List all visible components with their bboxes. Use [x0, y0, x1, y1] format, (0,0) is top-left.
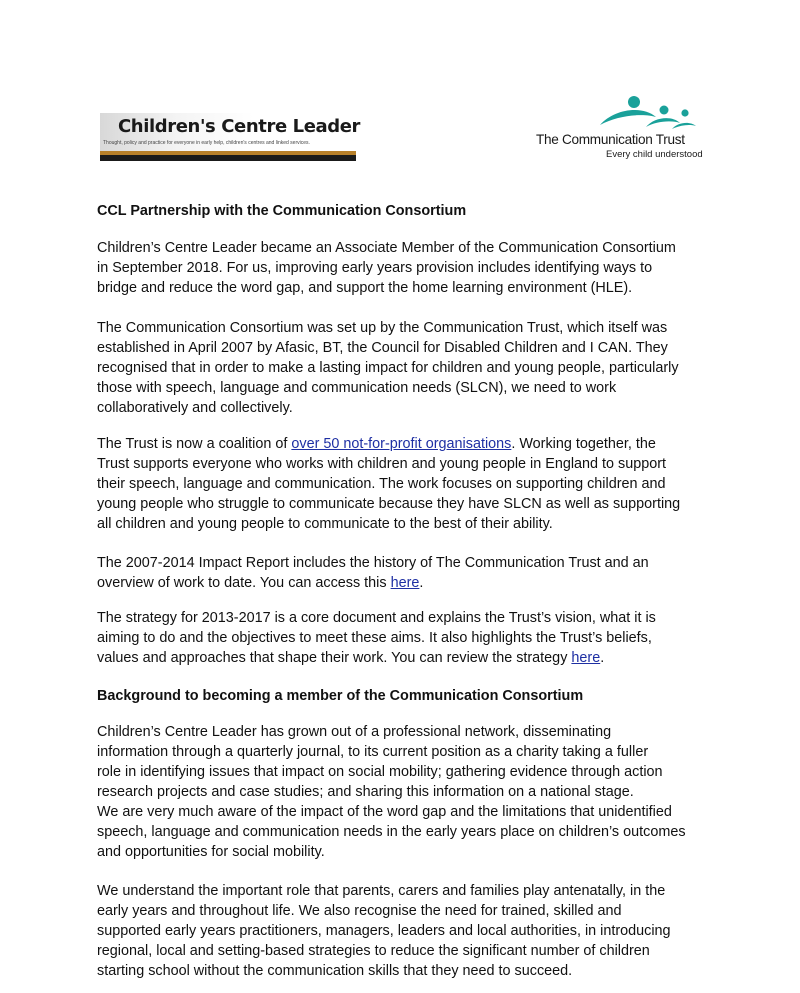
text-segment: values and approaches that shape their work. You can review the strategy — [97, 650, 572, 666]
text-line: and opportunities for social mobility. — [97, 844, 325, 860]
text-line: recognised that in order to make a lasting impact for children and young people, particularly — [97, 360, 679, 376]
ccl-logo-black-stripe — [100, 155, 356, 161]
text-line: The strategy for 2013-2017 is a core document and explains the Trust’s vision, what it is — [97, 610, 656, 626]
text-line: Trust supports everyone who works with children and young people in England to support — [97, 456, 667, 472]
paragraph-strategy — [97, 608, 656, 668]
text-line: role in identifying issues that impact on social mobility; gathering evidence through action — [97, 764, 663, 780]
paragraph-impact-report — [97, 553, 649, 593]
text-line: regional, local and setting-based strategies to reduce the significant number of children — [97, 943, 650, 959]
text-line: Children’s Centre Leader has grown out of a professional network, disseminating — [97, 724, 612, 740]
text-line: established in April 2007 by Afasic, BT, the Council for Disabled Children and I CAN. They — [97, 340, 668, 356]
text-line: information through a quarterly journal, to its current position as a charity taking a fuller — [97, 744, 649, 760]
text-line: bridge and reduce the word gap, and support the home learning environment (HLE). — [97, 280, 633, 296]
paragraph-parents-role — [97, 881, 671, 981]
ccl-logo-title: Children's Centre Leader — [118, 116, 361, 137]
text-line: early years and throughout life. We also recognise the need for trained, skilled and — [97, 903, 622, 919]
paragraph-associate-member — [97, 238, 676, 298]
text-line: research projects and case studies; and sharing this information on a national stage. — [97, 784, 634, 800]
text-line: starting school without the communication skills that they need to succeed. — [97, 963, 573, 979]
text-line: young people who struggle to communicate because they have SLCN as well as supporting — [97, 496, 681, 512]
communication-trust-name: The Communication Trust — [536, 132, 685, 147]
text-line: Children’s Centre Leader became an Associate Member of the Communication Consortium — [97, 240, 676, 256]
text-line: supported early years practitioners, managers, leaders and local authorities, in introducing — [97, 923, 671, 939]
paragraph-trust-coalition — [97, 434, 680, 534]
text-line: those with speech, language and communication needs (SLCN), we need to work — [97, 380, 617, 396]
text-line — [97, 573, 649, 593]
text-segment: The Trust is now a coalition of — [97, 436, 292, 452]
organisations-link[interactable]: over 50 not-for-profit organisations — [291, 436, 512, 452]
section-heading-background: Background to becoming a member of the Communication Consortium — [97, 688, 584, 704]
text-line: in September 2018. For us, improving early years provision includes identifying ways to — [97, 260, 653, 276]
text-line: speech, language and communication needs in the early years place on children’s outcomes — [97, 824, 686, 840]
text-segment: overview of work to date. You can access this — [97, 575, 391, 591]
section-heading-partnership: CCL Partnership with the Communication Consortium — [97, 203, 467, 219]
text-segment: . Working together, the — [511, 436, 656, 452]
text-line: aiming to do and the objectives to meet these aims. It also highlights the Trust’s beliefs, — [97, 630, 652, 646]
text-line: their speech, language and communication. The work focuses on supporting children and — [97, 476, 666, 492]
text-segment: . — [419, 575, 424, 591]
text-line — [97, 434, 680, 454]
paragraph-consortium-history — [97, 318, 679, 418]
ccl-logo — [100, 113, 361, 161]
text-line: The Communication Consortium was set up by the Communication Trust, which itself was — [97, 320, 668, 336]
text-line: We are very much aware of the impact of the word gap and the limitations that unidentified — [97, 804, 672, 820]
communication-trust-tagline: Every child understood — [606, 149, 703, 160]
text-line: We understand the important role that parents, carers and families play antenatally, in the — [97, 883, 666, 899]
communication-trust-logo — [536, 95, 711, 161]
ccl-logo-tagline: Thought, policy and practice for everyone in early help, children's centres and linked services. — [103, 140, 310, 146]
text-line: collaboratively and collectively. — [97, 400, 293, 416]
text-segment: . — [600, 650, 605, 666]
communication-trust-figures-icon — [592, 95, 702, 135]
text-line: all children and young people to communicate to the best of their ability. — [97, 516, 553, 532]
text-line — [97, 648, 656, 668]
impact-report-link[interactable]: here — [390, 575, 420, 591]
paragraph-ccl-background — [97, 722, 686, 862]
text-line: The 2007-2014 Impact Report includes the history of The Communication Trust and an — [97, 555, 649, 571]
strategy-link[interactable]: here — [571, 650, 601, 666]
